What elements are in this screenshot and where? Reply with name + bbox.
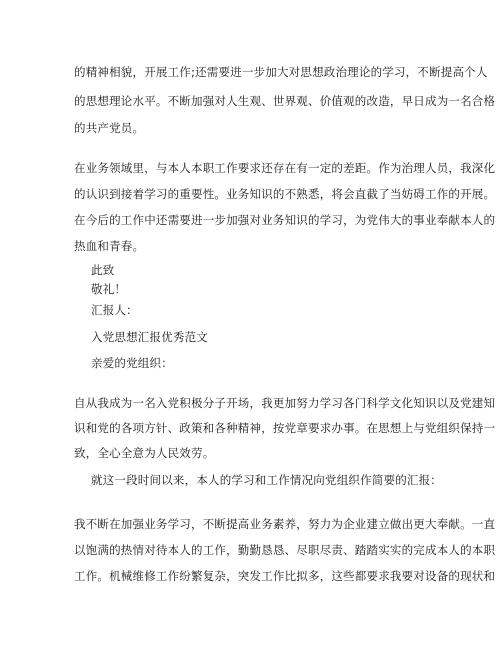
paragraph-line: 自从我成为一名入党积极分子开场，我更加努力学习各门科学文化知识以及党建知 — [74, 396, 496, 410]
paragraph-line: 的共产党员。 — [74, 121, 145, 135]
paragraph-line: 在今后的工作中还需要进一步加强对业务知识的学习，为党伟大的事业奉献本人的 — [74, 213, 496, 227]
paragraph-line: 识和党的各项方针、政策和各种精神，按党章要求办事。在思想上与党组织保持一 — [74, 421, 496, 435]
paragraph-line: 的思想理论水平。不断加强对人生观、世界观、价值观的改造，早日成为一名合格 — [74, 94, 496, 108]
salutation: 此致 — [91, 263, 115, 277]
greeting: 亲爱的党组织： — [91, 356, 173, 370]
document-title: 入党思想汇报优秀范文 — [91, 330, 208, 344]
paragraph-line: 致，全心全意为人民效劳。 — [74, 446, 215, 460]
paragraph-line: 热血和青春。 — [74, 239, 145, 253]
paragraph-line: 我不断在加强业务学习，不断提高业务素养，努力为企业建立做出更大奉献。一直 — [74, 517, 496, 531]
paragraph-line: 以饱满的热情对待本人的工作，勤勤恳恳、尽职尽责、踏踏实实的完成本人的本职 — [74, 543, 496, 557]
paragraph-line: 就这一段时间以来，本人的学习和工作情况向党组织作简要的汇报： — [91, 473, 442, 487]
reporter-label: 汇报人： — [91, 303, 138, 317]
paragraph-line: 工作。机械维修工作纷繁复杂，突发工作比拟多，这些都要求我要对设备的现状和 — [74, 569, 496, 583]
paragraph-line: 的认识到接着学习的重要性。业务知识的不熟悉，将会直截了当妨碍工作的开展。 — [74, 187, 496, 201]
paragraph-line: 的精神相貌，开展工作;还需要进一步加大对思想政治理论的学习，不断提高个人 — [74, 65, 488, 79]
respect-closing: 敬礼！ — [91, 282, 127, 296]
paragraph-line: 在业务领域里，与本人本职工作要求还存在有一定的差距。作为治理人员，我深化 — [74, 161, 496, 175]
